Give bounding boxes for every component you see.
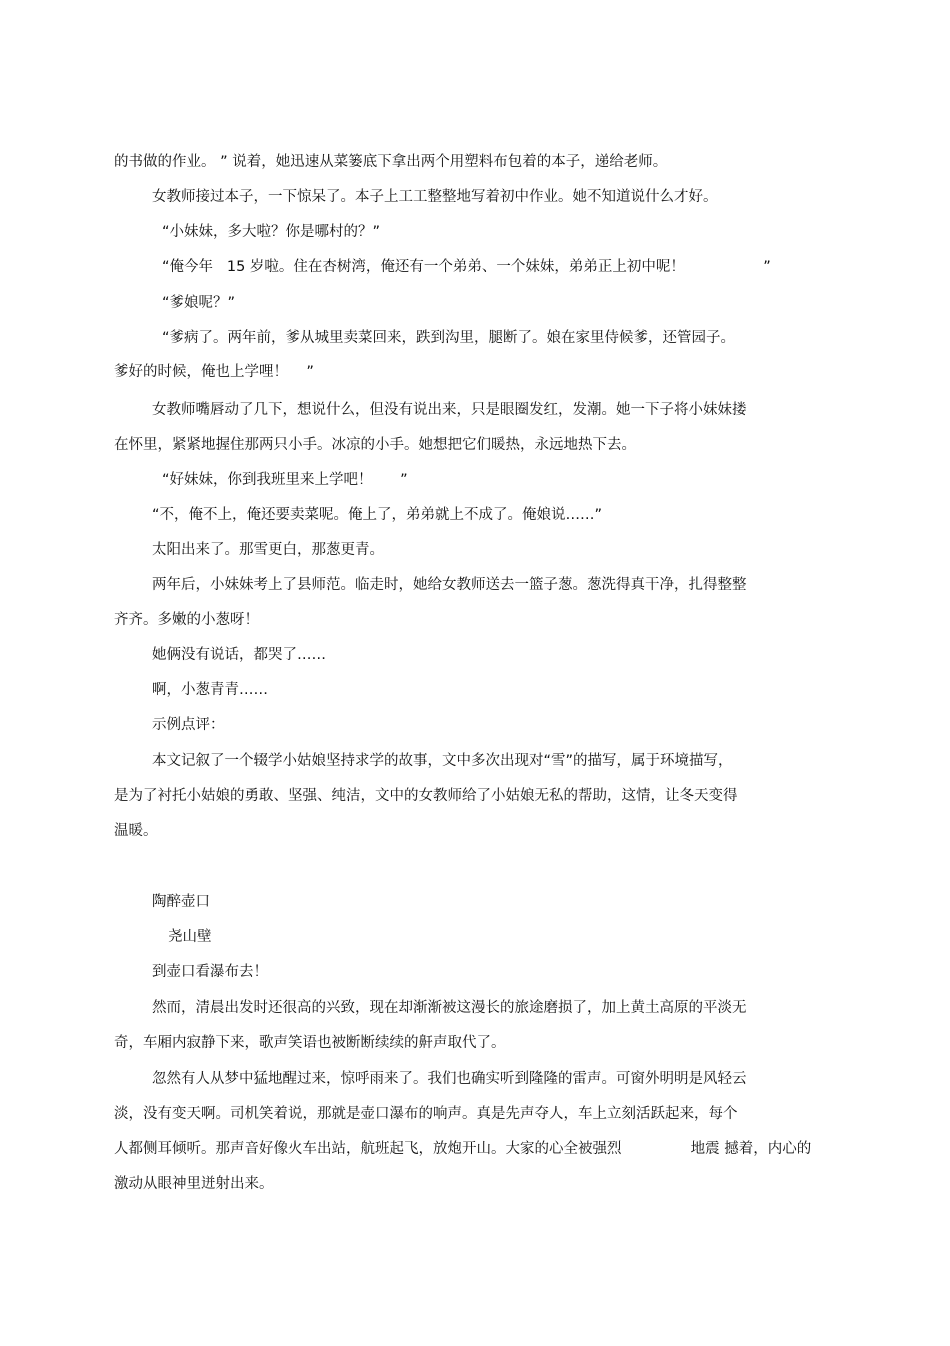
text-line: “俺今年 15 岁啦。住在杏树湾，俺还有一个弟弟、一个妹妹，弟弟正上初中呢！ ” xyxy=(162,259,771,275)
text-line: 淡，没有变天啊。司机笑着说，那就是壶口瀑布的响声。真是先声夺人，车上立刻活跃起来，每个 xyxy=(114,1106,738,1122)
text-line: 她俩没有说话，都哭了…… xyxy=(152,647,326,663)
text-line: 太阳出来了。那雪更白，那葱更青。 xyxy=(152,542,384,558)
text-line: 齐齐。多嫩的小葱呀！ xyxy=(114,612,259,628)
text-line: 女教师接过本子，一下惊呆了。本子上工工整整地写着初中作业。她不知道说什么才好。 xyxy=(152,189,718,205)
text-line: 是为了衬托小姑娘的勇敢、坚强、纯洁，文中的女教师给了小姑娘无私的帮助，这情，让冬天变得 xyxy=(114,788,738,804)
text-line: 啊，小葱青青…… xyxy=(152,682,268,698)
article-title: 陶醉壶口 xyxy=(152,894,210,910)
text-line: 在怀里，紧紧地握住那两只小手。冰凉的小手。她想把它们暖热，永远地热下去。 xyxy=(114,437,636,453)
text-line: 两年后，小妹妹考上了县师范。临走时，她给女教师送去一篮子葱。葱洗得真干净，扎得整整 xyxy=(152,577,747,593)
text-line: 到壶口看瀑布去！ xyxy=(152,964,268,980)
text-line: “好妹妹，你到我班里来上学吧！ ” xyxy=(162,472,408,488)
text-line: “小妹妹，多大啦？你是哪村的？” xyxy=(162,224,381,240)
text-line: 然而，清晨出发时还很高的兴致，现在却渐渐被这漫长的旅途磨损了，加上黄土高原的平淡无 xyxy=(152,1000,747,1016)
text-line: 激动从眼神里迸射出来。 xyxy=(114,1176,274,1192)
text-line: 人都侧耳倾听。那声音好像火车出站，航班起飞，放炮开山。大家的心全被强烈 地震 撼着，内心的 xyxy=(114,1141,812,1157)
text-line: 女教师嘴唇动了几下，想说什么，但没有说出来，只是眼圈发红，发潮。她一下子将小妹妹搂 xyxy=(152,402,747,418)
text-line: “爹病了。两年前，爹从城里卖菜回来，跌到沟里，腿断了。娘在家里侍候爹，还管园子。 xyxy=(162,330,736,346)
text-line: 本文记叙了一个辍学小姑娘坚持求学的故事，文中多次出现对“雪”的描写，属于环境描写， xyxy=(152,753,733,769)
text-line: 的书做的作业。 ” 说着，她迅速从菜篓底下拿出两个用塑料布包着的本子，递给老师。 xyxy=(114,154,668,170)
text-line: “不，俺不上，俺还要卖菜呢。俺上了，弟弟就上不成了。俺娘说……” xyxy=(152,507,603,523)
text-line: 忽然有人从梦中猛地醒过来，惊呼雨来了。我们也确实听到隆隆的雷声。可窗外明明是风轻云 xyxy=(152,1071,747,1087)
text-line: 温暖。 xyxy=(114,823,158,839)
text-line: “爹娘呢？” xyxy=(162,295,236,311)
article-author: 尧山壁 xyxy=(168,929,212,945)
text-line: 奇，车厢内寂静下来，歌声笑语也被断断续续的鼾声取代了。 xyxy=(114,1035,506,1051)
text-line: 爹好的时候，俺也上学哩！ ” xyxy=(114,364,314,380)
text-line: 示例点评： xyxy=(152,717,225,733)
